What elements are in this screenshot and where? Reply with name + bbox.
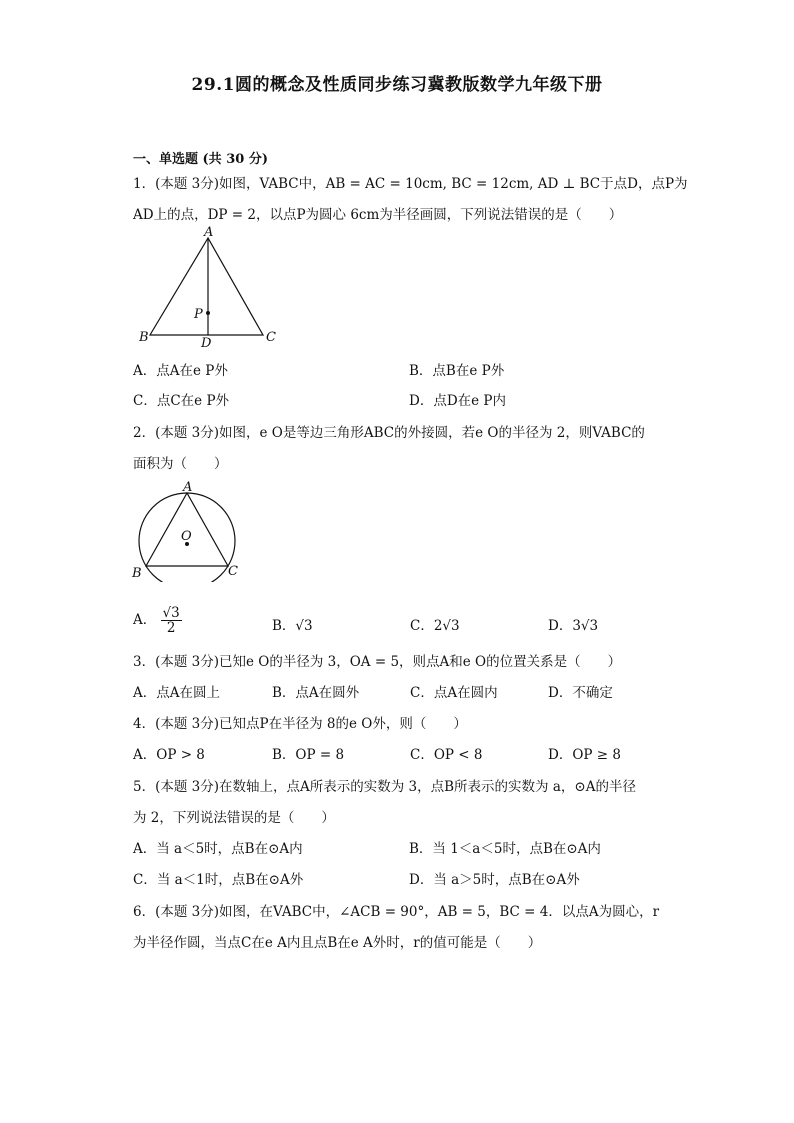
- fraction-denominator: 2: [166, 620, 176, 636]
- label-o: O: [181, 529, 192, 544]
- question-2-line-1: 2．(本题 3分)如图，e O是等边三角形ABC的外接圆，若e O的半径为 2，则VABC的: [133, 425, 645, 441]
- fraction: [161, 606, 182, 635]
- question-1-option-c: C．点C在e P外: [133, 393, 230, 409]
- section-heading: 一、单选题 (共 30 分): [133, 152, 268, 167]
- point-p: [206, 311, 210, 315]
- label-a: A: [183, 480, 193, 495]
- question-4-option-d: D．OP ≥ 8: [548, 747, 621, 763]
- question-1-line-2: AD上的点，DP = 2，以点P为圆心 6cm为半径画圆，下列说法错误的是（ ）: [133, 207, 623, 223]
- question-3-option-b: B．点A在圆外: [272, 685, 360, 701]
- question-2-option-d: D．3√3: [548, 618, 599, 634]
- triangle-abc: [150, 238, 263, 335]
- question-3-option-a: A．点A在圆上: [133, 685, 220, 701]
- question-6-line-2: 为半径作圆，当点C在e A内且点B在e A外时，r的值可能是（ ）: [133, 935, 542, 951]
- fraction-numerator: √3: [162, 605, 180, 621]
- question-2-option-c: C．2√3: [410, 618, 460, 634]
- question-5-option-b: B．当 1＜a＜5时，点B在⊙A内: [409, 841, 601, 857]
- question-5-line-2: 为 2，下列说法错误的是（ ）: [133, 810, 335, 826]
- question-2-option-b: B．√3: [272, 618, 313, 634]
- question-1-option-b: B．点B在e P外: [409, 363, 505, 379]
- question-5-option-a: A．当 a＜5时，点B在⊙A内: [133, 841, 303, 857]
- label-b: B: [132, 566, 142, 581]
- label-b: B: [139, 330, 149, 345]
- label-p: P: [194, 307, 203, 322]
- page-title: 29.1圆的概念及性质同步练习冀教版数学九年级下册: [191, 75, 603, 95]
- question-6-line-1: 6．(本题 3分)如图，在VABC中，∠ACB = 90°，AB = 5，BC = 4．以点A为圆心，r: [133, 904, 660, 920]
- option-a-prefix: A．: [133, 612, 157, 628]
- question-5-line-1: 5．(本题 3分)在数轴上，点A所表示的实数为 3，点B所表示的实数为 a，⊙A的半径: [133, 779, 636, 795]
- question-1-figure: [136, 226, 286, 350]
- question-2-figure: [130, 480, 240, 582]
- question-4-option-c: C．OP < 8: [410, 747, 483, 763]
- question-1-option-a: A．点A在e P外: [133, 363, 228, 379]
- question-3-option-c: C．点A在圆内: [410, 685, 498, 701]
- label-c: C: [266, 330, 276, 345]
- question-1-line-1: 1．(本题 3分)如图，VABC中，AB = AC = 10cm, BC = 12cm, AD ⊥ BC于点D，点P为: [133, 176, 688, 192]
- question-2-line-2: 面积为（ ）: [133, 456, 228, 472]
- question-3-option-d: D．不确定: [548, 685, 613, 701]
- label-c: C: [228, 564, 238, 579]
- question-2-option-a: [133, 606, 182, 635]
- question-4-option-a: A．OP > 8: [133, 747, 205, 763]
- question-4-line-1: 4．(本题 3分)已知点P在半径为 8的e O外，则（ ）: [133, 716, 467, 732]
- label-d: D: [201, 336, 212, 350]
- question-3-line-1: 3．(本题 3分)已知e O的半径为 3，OA = 5，则点A和e O的位置关系是（ ）: [133, 654, 622, 670]
- question-5-option-c: C．当 a＜1时，点B在⊙A外: [133, 872, 304, 888]
- question-1-option-d: D．点D在e P内: [409, 393, 507, 409]
- label-a: A: [204, 226, 214, 240]
- question-4-option-b: B．OP = 8: [272, 747, 345, 763]
- question-5-option-d: D．当 a＞5时，点B在⊙A外: [409, 872, 580, 888]
